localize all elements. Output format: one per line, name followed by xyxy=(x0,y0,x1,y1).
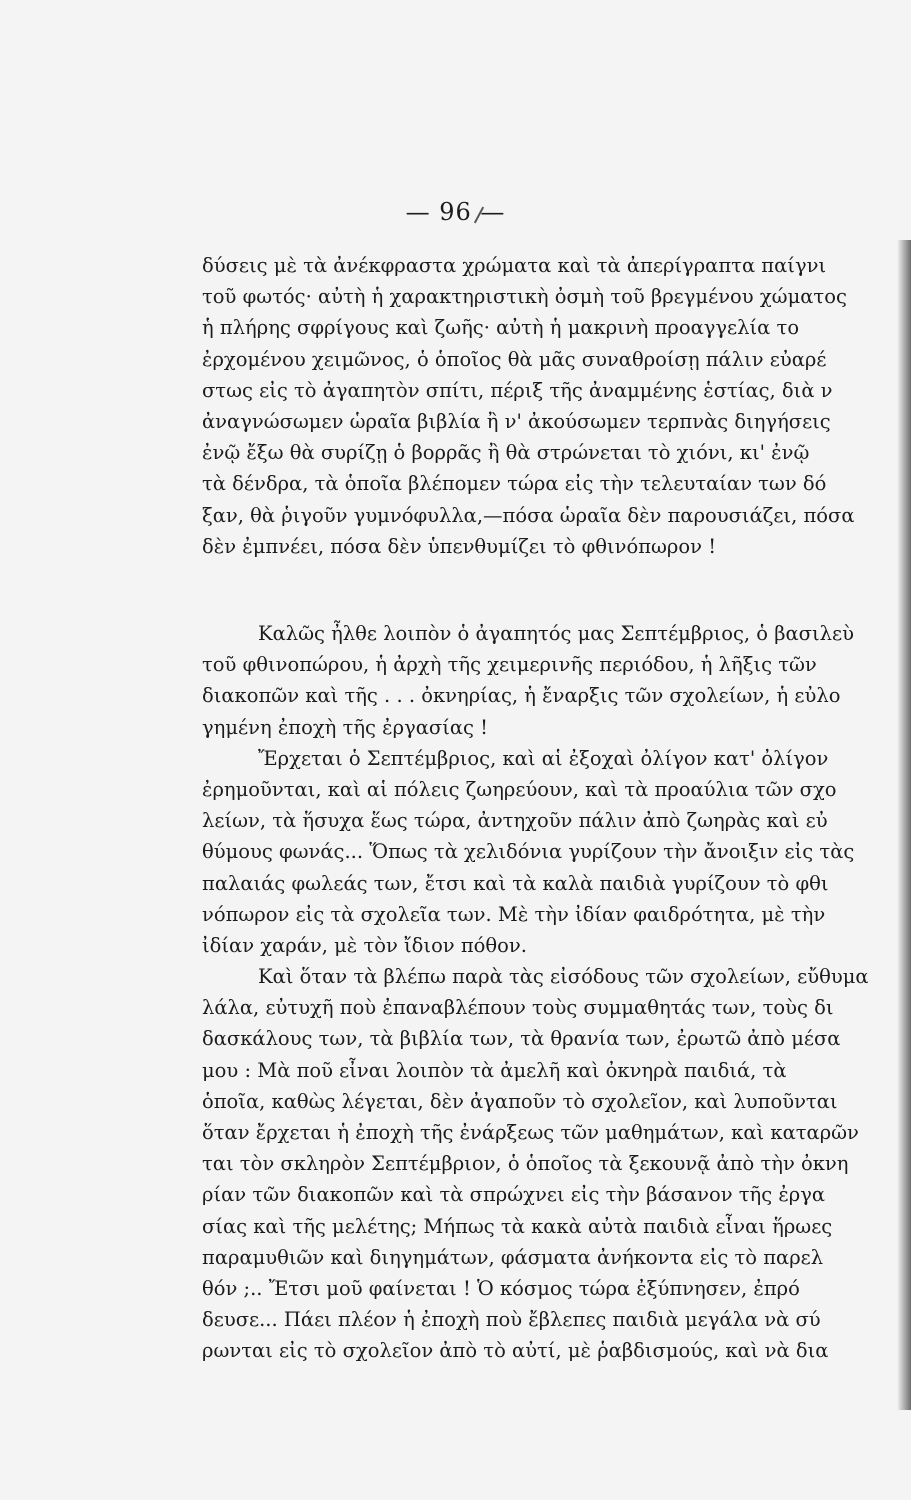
paragraph-2 xyxy=(202,618,911,1367)
text-line: παραμυθιῶν καὶ διηγημάτων, φάσματα ἀνήκοντα εἰς τὸ παρελ xyxy=(202,1245,824,1269)
text-line: τοῦ φωτός· αὐτὴ ἡ χαρακτηριστικὴ ὀσμὴ τοῦ βρεγμένου χώματος xyxy=(202,285,847,309)
text-line: δασκάλους των, τὰ βιβλία των, τὰ θρανία των, ἐρωτῶ ἀπὸ μέσα xyxy=(202,1027,841,1051)
text-line: ὅταν ἔρχεται ἡ ἐποχὴ τῆς ἐνάρξεως τῶν μαθημάτων, καὶ καταρῶν xyxy=(202,1121,859,1144)
text-line: σίας καὶ τῆς μελέτης; Μήπως τὰ κακὰ αὐτὰ παιδιὰ εἶναι ἥρωες xyxy=(202,1214,833,1238)
text-line: Καὶ ὅταν τὰ βλέπω παρὰ τὰς εἰσόδους τῶν σχολείων, εὔθυμα xyxy=(258,965,869,989)
text-line: μου : Μὰ ποῦ εἶναι λοιπὸν τὰ ἀμελῆ καὶ ὀκνηρὰ παιδιά, τὰ xyxy=(202,1058,787,1082)
binding-edge-shadow xyxy=(897,240,911,1410)
text-line: στως εἰς τὸ ἀγαπητὸν σπίτι, πέριξ τῆς ἀναμμένης ἑστίας, διὰ ν xyxy=(202,378,833,402)
text-line: διακοπῶν καὶ τῆς . . . ὀκνηρίας, ἡ ἔναρξις τῶν σχολείων, ἡ εὐλο xyxy=(202,684,841,708)
text-line: λάλα, εὐτυχῆ ποὺ ἐπαναβλέπουν τοὺς συμμαθητάς των, τοὺς δι xyxy=(202,996,834,1020)
text-line: λείων, τὰ ἥσυχα ἕως τώρα, ἀντηχοῦν πάλιν ἀπὸ ζωηρὰς καὶ εὐ xyxy=(202,809,828,833)
text-line: Ἔρχεται ὁ Σεπτέμβριος, καὶ αἱ ἐξοχαὶ ὀλίγον κατ' ὀλίγον xyxy=(258,746,829,770)
text-line: ρωνται εἰς τὸ σχολεῖον ἀπὸ τὸ αὐτί, μὲ ῥαβδισμούς, καὶ νὰ δια xyxy=(202,1339,829,1363)
text-line: ἀναγνώσωμεν ὡραῖα βιβλία ἢ ν' ἀκούσωμεν τερπνὰς διηγήσεις xyxy=(202,409,831,433)
page-number: — 96 — xyxy=(405,198,506,226)
text-line: γημένη ἐποχὴ τῆς ἐργασίας ! xyxy=(202,715,488,739)
text-line: τὰ δένδρα, τὰ ὁποῖα βλέπομεν τώρα εἰς τὴν τελευταίαν των δό xyxy=(202,472,827,496)
text-line: νόπωρον εἰς τὰ σχολεῖα των. Μὲ τὴν ἰδίαν φαιδρότητα, μὲ τὴν xyxy=(202,902,826,926)
text-line: ται τὸν σκληρὸν Σεπτέμβριον, ὁ ὁποῖος τὰ ξεκουνᾷ ἀπὸ τὴν ὀκνη xyxy=(202,1152,849,1176)
text-line: δύσεις μὲ τὰ ἀνέκφραστα χρώματα καὶ τὰ ἀπερίγραπτα παίγνι xyxy=(202,254,827,277)
text-line: τοῦ φθινοπώρου, ἡ ἀρχὴ τῆς χειμερινῆς περιόδου, ἡ λῆξις τῶν xyxy=(202,653,817,677)
text-line: ἰδίαν χαράν, μὲ τὸν ἴδιον πόθον. xyxy=(202,933,527,957)
paragraph-1 xyxy=(202,250,911,562)
text-line: ὁποῖα, καθὼς λέγεται, δὲν ἀγαποῦν τὸ σχολεῖον, καὶ λυποῦνται xyxy=(202,1089,838,1113)
text-line: Καλῶς ἦλθε λοιπὸν ὁ ἀγαπητός μας Σεπτέμβριος, ὁ βασιλεὺ xyxy=(258,622,854,645)
text-line: δὲν ἐμπνέει, πόσα δὲν ὑπενθυμίζει τὸ φθινόπωρον ! xyxy=(202,534,717,558)
text-line: ἡ πλήρης σφρίγους καὶ ζωῆς· αὐτὴ ἡ μακρινὴ προαγγελία το xyxy=(202,316,800,340)
text-line: ξαν, θὰ ῥιγοῦν γυμνόφυλλα,—πόσα ὡραῖα δὲν παρουσιάζει, πόσα xyxy=(202,503,855,527)
text-line: θύμους φωνάς... Ὅπως τὰ χελιδόνια γυρίζουν τὴν ἄνοιξιν εἰς τὰς xyxy=(202,840,855,864)
text-line: ἐρημοῦνται, καὶ αἱ πόλεις ζωηρεύουν, καὶ τὰ προαύλια τῶν σχο xyxy=(202,777,837,801)
text-line: θόν ;.. Ἔτσι μοῦ φαίνεται ! Ὁ κόσμος τώρα ἐξύπνησεν, ἐπρό xyxy=(202,1276,800,1300)
text-line: ρίαν τῶν διακοπῶν καὶ τὰ σπρώχνει εἰς τὴν βάσανον τῆς ἐργα xyxy=(202,1183,826,1207)
text-line: ἐρχομένου χειμῶνος, ὁ ὁποῖος θὰ μᾶς συναθροίσῃ πάλιν εὐαρέ xyxy=(202,347,827,371)
text-line: δευσε... Πάει πλέον ἡ ἐποχὴ ποὺ ἔβλεπες παιδιὰ μεγάλα νὰ σύ xyxy=(202,1308,821,1332)
text-line: παλαιάς φωλεάς των, ἔτσι καὶ τὰ καλὰ παιδιὰ γυρίζουν τὸ φθι xyxy=(202,871,829,895)
text-line: ἐνῷ ἔξω θὰ συρίζῃ ὁ βορρᾶς ἢ θὰ στρώνεται τὸ χιόνι, κι' ἐνῷ xyxy=(202,441,810,465)
